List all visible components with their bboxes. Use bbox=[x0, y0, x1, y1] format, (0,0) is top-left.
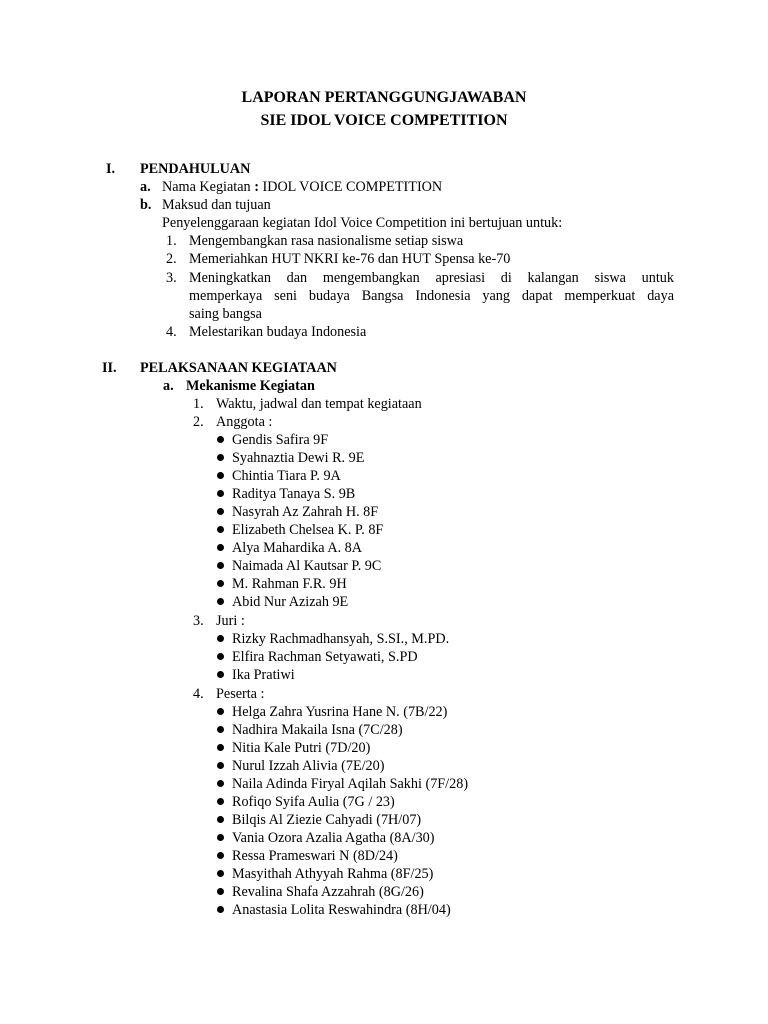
goal-number: 1. bbox=[166, 233, 177, 249]
bullet-icon bbox=[217, 762, 224, 769]
judge-name: Rizky Rachmadhansyah, S.SI., M.PD. bbox=[232, 631, 450, 647]
goal-item-line: Meningkatkan dan mengembangkan apresiasi di kalangan siswa untuk bbox=[189, 270, 674, 286]
bullet-icon bbox=[217, 635, 224, 642]
item-text: Anggota : bbox=[216, 414, 273, 430]
bullet-icon bbox=[217, 562, 224, 569]
participant-name: Ressa Prameswari N (8D/24) bbox=[232, 848, 398, 864]
item-text: Waktu, jadwal dan tempat kegiataan bbox=[216, 396, 422, 412]
bullet-icon bbox=[217, 816, 224, 823]
bullet-icon bbox=[217, 472, 224, 479]
item-number: 1. bbox=[193, 396, 204, 412]
member-name: M. Rahman F.R. 9H bbox=[232, 576, 347, 592]
bullet-icon bbox=[217, 852, 224, 859]
judge-name: Elfira Rachman Setyawati, S.PD bbox=[232, 649, 418, 665]
bullet-icon bbox=[217, 870, 224, 877]
member-name: Abid Nur Azizah 9E bbox=[232, 594, 349, 610]
bullet-icon bbox=[217, 708, 224, 715]
activity-name-label: Nama Kegiatan bbox=[162, 179, 251, 195]
goal-number: 4. bbox=[166, 324, 177, 340]
purpose-intro: Penyelenggaraan kegiatan Idol Voice Competition ini bertujuan untuk: bbox=[162, 215, 563, 231]
goal-item-line: saing bangsa bbox=[189, 306, 262, 322]
member-name: Elizabeth Chelsea K. P. 8F bbox=[232, 522, 384, 538]
bullet-icon bbox=[217, 490, 224, 497]
document-title: LAPORAN PERTANGGUNGJAWABAN bbox=[241, 89, 527, 106]
bullet-icon bbox=[217, 744, 224, 751]
bullet-icon bbox=[217, 526, 224, 533]
bullet-icon bbox=[217, 598, 224, 605]
member-name: Alya Mahardika A. 8A bbox=[232, 540, 363, 556]
bullet-icon bbox=[217, 798, 224, 805]
bullet-icon bbox=[217, 834, 224, 841]
bullet-icon bbox=[217, 544, 224, 551]
activity-name-value: IDOL VOICE COMPETITION bbox=[258, 179, 443, 195]
purpose-label: Maksud dan tujuan bbox=[162, 197, 271, 213]
section-number: I. bbox=[106, 161, 116, 177]
bullet-icon bbox=[217, 906, 224, 913]
bullet-icon bbox=[217, 726, 224, 733]
bullet-icon bbox=[217, 671, 224, 678]
member-name: Gendis Safira 9F bbox=[232, 432, 329, 448]
item-text: Juri : bbox=[216, 613, 245, 629]
bullet-icon bbox=[217, 580, 224, 587]
document-subtitle: SIE IDOL VOICE COMPETITION bbox=[260, 112, 508, 129]
list-letter: a. bbox=[140, 179, 151, 195]
goal-number: 3. bbox=[166, 270, 177, 286]
participant-name: Nitia Kale Putri (7D/20) bbox=[232, 740, 371, 756]
list-letter: a. bbox=[163, 378, 174, 394]
section-number: II. bbox=[102, 360, 117, 376]
member-name: Raditya Tanaya S. 9B bbox=[232, 486, 356, 502]
participant-name: Rofiqo Syifa Aulia (7G / 23) bbox=[232, 794, 395, 810]
item-text: Peserta : bbox=[216, 686, 265, 702]
participant-name: Nadhira Makaila Isna (7C/28) bbox=[232, 722, 403, 738]
activity-name-separator: : bbox=[250, 179, 259, 195]
item-number: 2. bbox=[193, 414, 204, 430]
participant-name: Vania Ozora Azalia Agatha (8A/30) bbox=[232, 830, 435, 846]
bullet-icon bbox=[217, 454, 224, 461]
subsection-heading: Mekanisme Kegiatan bbox=[186, 378, 315, 394]
goal-item: Melestarikan budaya Indonesia bbox=[189, 324, 367, 340]
goal-item-line: memperkaya seni budaya Bangsa Indonesia yang dapat memperkuat daya bbox=[189, 288, 674, 304]
participant-name: Nurul Izzah Alivia (7E/20) bbox=[232, 758, 385, 774]
participant-name: Naila Adinda Firyal Aqilah Sakhi (7F/28) bbox=[232, 776, 469, 792]
section-heading: PELAKSANAAN KEGIATAAN bbox=[140, 360, 337, 376]
bullet-icon bbox=[217, 436, 224, 443]
bullet-icon bbox=[217, 780, 224, 787]
bullet-icon bbox=[217, 508, 224, 515]
section-heading: PENDAHULUAN bbox=[140, 161, 251, 177]
participant-name: Helga Zahra Yusrina Hane N. (7B/22) bbox=[232, 704, 448, 720]
goal-number: 2. bbox=[166, 251, 177, 267]
member-name: Chintia Tiara P. 9A bbox=[232, 468, 341, 484]
member-name: Nasyrah Az Zahrah H. 8F bbox=[232, 504, 379, 520]
item-number: 4. bbox=[193, 686, 204, 702]
participant-name: Bilqis Al Ziezie Cahyadi (7H/07) bbox=[232, 812, 422, 828]
list-letter: b. bbox=[140, 197, 152, 213]
participant-name: Anastasia Lolita Reswahindra (8H/04) bbox=[232, 902, 451, 918]
item-number: 3. bbox=[193, 613, 204, 629]
member-name: Syahnaztia Dewi R. 9E bbox=[232, 450, 365, 466]
judge-name: Ika Pratiwi bbox=[232, 667, 295, 683]
participant-name: Revalina Shafa Azzahrah (8G/26) bbox=[232, 884, 424, 900]
participant-name: Masyithah Athyyah Rahma (8F/25) bbox=[232, 866, 434, 882]
goal-item: Mengembangkan rasa nasionalisme setiap siswa bbox=[189, 233, 464, 249]
bullet-icon bbox=[217, 653, 224, 660]
member-name: Naimada Al Kautsar P. 9C bbox=[232, 558, 382, 574]
goal-item: Memeriahkan HUT NKRI ke-76 dan HUT Spensa ke-70 bbox=[189, 251, 511, 267]
activity-name-line bbox=[162, 178, 442, 196]
bullet-icon bbox=[217, 888, 224, 895]
